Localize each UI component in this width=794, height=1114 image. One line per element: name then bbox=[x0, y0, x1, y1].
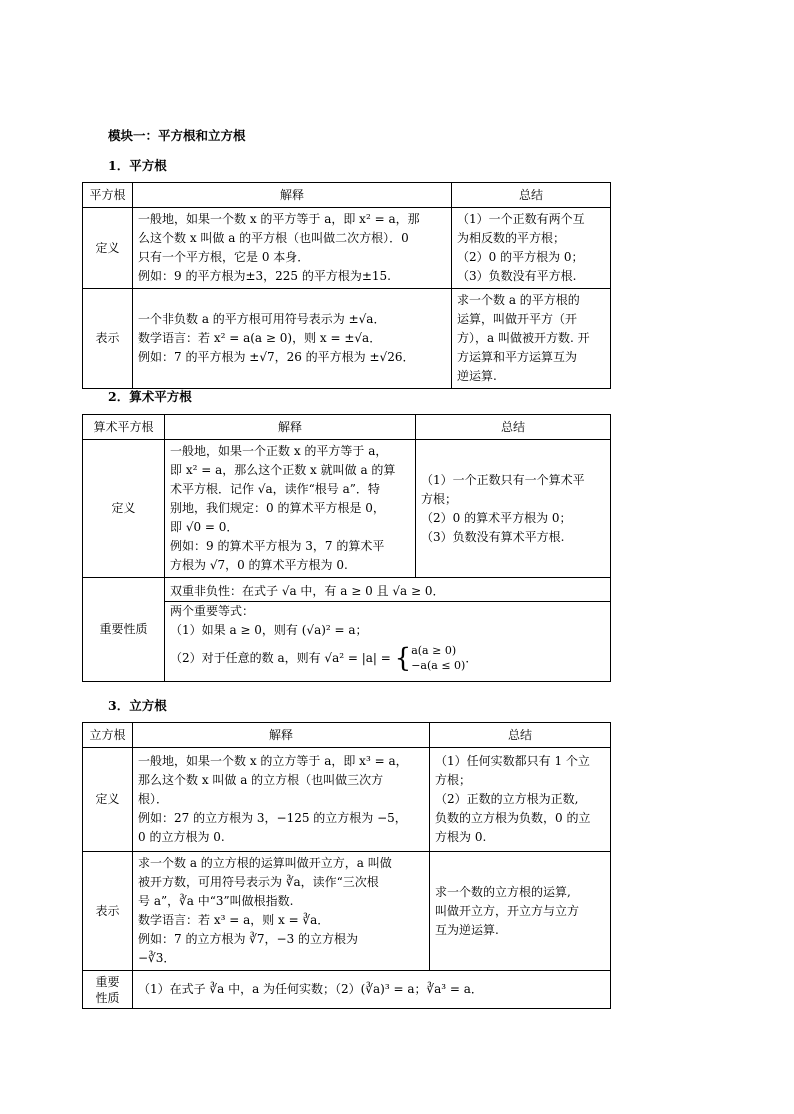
section-title-square-root: 1．平方根 bbox=[108, 158, 167, 173]
square-root-table bbox=[82, 182, 611, 389]
section-title-cube-root: 3．立方根 bbox=[108, 698, 167, 713]
arithmetic-root-table bbox=[82, 414, 611, 682]
row-label: 定义 bbox=[83, 440, 165, 578]
left-brace: { bbox=[394, 643, 412, 673]
table-row bbox=[83, 289, 611, 389]
summary-cell: （1）任何实数都只有 1 个立 方根； （2）正数的立方根为正数, 负数的立方根为负数，0 的立 方根为 0. bbox=[430, 748, 611, 852]
table-row bbox=[83, 852, 611, 971]
summary-cell: 求一个数 a 的平方根的 运算，叫做开平方（开 方），a 叫做被开方数. 开 方运算和平方运算互为 逆运算. bbox=[452, 289, 611, 389]
row-label: 定义 bbox=[83, 748, 133, 852]
explanation-cell: 一般地，如果一个数 x 的立方等于 a，即 x³ = a， 那么这个数 x 叫做 a 的立方根（也叫做三次方 根）． 例如：27 的立方根为 3，−125 的立方根为 −5， 0 的立方根为 0. bbox=[133, 748, 430, 852]
row-label: 表示 bbox=[83, 289, 133, 389]
row-label: 定义 bbox=[83, 208, 133, 289]
table-header-cell: 算术平方根 bbox=[83, 415, 165, 440]
explanation-cell: 求一个数 a 的立方根的运算叫做开立方，a 叫做 被开方数，可用符号表示为 ∛a，读作“三次根 号 a”，∛a 中“3”叫做根指数. 数学语言：若 x³ = a，则 x = ∛a． 例如：7 的立方根为 ∛7，−3 的立方根为 −∛3． bbox=[133, 852, 430, 971]
explanation-cell: 一个非负数 a 的平方根可用符号表示为 ±√a． 数学语言：若 x² = a(a ≥ 0)，则 x = ±√a． 例如：7 的平方根为 ±√7，26 的平方根为 ±√26． bbox=[133, 289, 452, 389]
summary-cell: （1）一个正数只有一个算术平 方根； （2）0 的算术平方根为 0； （3）负数没有算术平方根. bbox=[416, 440, 611, 578]
table-header-cell: 解释 bbox=[133, 183, 452, 208]
row-label: 重要性质 bbox=[83, 578, 165, 682]
table-header-cell: 解释 bbox=[165, 415, 416, 440]
table-row bbox=[83, 440, 611, 578]
cube-root-table bbox=[82, 722, 611, 1009]
table-header-cell: 总结 bbox=[452, 183, 611, 208]
cases: a(a ≥ 0) −a(a ≤ 0) bbox=[411, 644, 466, 672]
explanation-cell: 一般地，如果一个正数 x 的平方等于 a， 即 x² = a，那么这个正数 x 就叫做 a 的算 术平方根．记作 √a，读作“根号 a”．特 别地，我们规定：0 的算术平方根是 0， 即 √0 = 0． 例如：9 的算术平方根为 3，7 的算术平 方根为 √7，0 的算术平方根为 0. bbox=[165, 440, 416, 578]
section-title-arithmetic-root: 2．算术平方根 bbox=[108, 389, 192, 404]
table-row bbox=[83, 208, 611, 289]
row-label: 重要 性质 bbox=[83, 971, 133, 1009]
property-cell: （1）在式子 ∛a 中，a 为任何实数；（2）(∛a)³ = a；∛a³ = a． bbox=[133, 971, 611, 1009]
module-title: 模块一：平方根和立方根 bbox=[108, 128, 246, 143]
row-label: 表示 bbox=[83, 852, 133, 971]
summary-cell: （1）一个正数有两个互 为相反数的平方根； （2）0 的平方根为 0； （3）负数没有平方根. bbox=[452, 208, 611, 289]
table-header-cell: 立方根 bbox=[83, 723, 133, 748]
table-row bbox=[83, 971, 611, 1009]
table-header-cell: 解释 bbox=[133, 723, 430, 748]
table-header-cell: 总结 bbox=[416, 415, 611, 440]
table-row bbox=[83, 578, 611, 682]
property-cell: 双重非负性：在式子 √a 中，有 a ≥ 0 且 √a ≥ 0． 两个重要等式： （1）如果 a ≥ 0，则有 (√a)² = a； （2）对于任意的数 a，则有 √a² = |a| = { a(a ≥ 0) −a(a ≤ 0) ． bbox=[165, 578, 611, 682]
table-row bbox=[83, 748, 611, 852]
inner-divider: 两个重要等式： （1）如果 a ≥ 0，则有 (√a)² = a； （2）对于任意的数 a，则有 √a² = |a| = { a(a ≥ 0) −a(a ≤ 0) ． bbox=[165, 601, 610, 676]
table-header-cell: 平方根 bbox=[83, 183, 133, 208]
explanation-cell: 一般地，如果一个数 x 的平方等于 a，即 x² = a，那 么这个数 x 叫做 a 的平方根（也叫做二次方根）．0 只有一个平方根，它是 0 本身． 例如：9 的平方根为±3，225 的平方根为±15. bbox=[133, 208, 452, 289]
table-header-cell: 总结 bbox=[430, 723, 611, 748]
summary-cell: 求一个数的立方根的运算, 叫做开立方，开立方与立方 互为逆运算. bbox=[430, 852, 611, 971]
